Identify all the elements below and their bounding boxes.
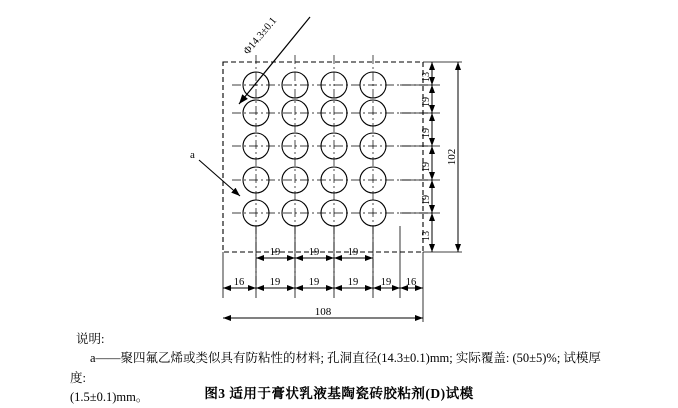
dim-inner-1: 19	[269, 247, 281, 258]
dim-bottom-5: 19	[380, 277, 392, 288]
dim-bottom-3: 19	[308, 277, 320, 288]
dim-right-4: 19	[421, 162, 432, 172]
material-label: a	[190, 149, 195, 161]
material-leader	[199, 160, 240, 196]
dim-bottom-4: 19	[347, 277, 359, 288]
hole-leader	[239, 17, 310, 104]
hole-diameter-label: Φ14.3±0.1	[241, 15, 280, 57]
dim-right-3: 19	[421, 128, 432, 138]
figure-caption: 图3 适用于膏状乳液基陶瓷砖胶粘剂(D)试模	[204, 386, 474, 401]
notes-title: 说明:	[76, 332, 105, 346]
notes-line-1: a——聚四氟乙烯或类似具有防粘性的材料; 孔洞直径(14.3±0.1)mm; 实际覆盖: (50±5)%; 试模厚度:	[70, 351, 601, 385]
dim-total-height: 102	[446, 148, 458, 166]
dim-bottom-1: 16	[233, 277, 245, 288]
dim-inner-2: 19	[308, 247, 320, 258]
plate-outline	[223, 62, 423, 252]
dim-right-2: 19	[421, 97, 432, 107]
dim-inner-3: 19	[347, 247, 359, 258]
dim-total-width: 108	[314, 306, 332, 318]
dim-bottom-6: 16	[405, 277, 417, 288]
dim-right-6: 13	[421, 231, 432, 241]
dim-right-1: 13	[421, 72, 432, 82]
notes-line-2: (1.5±0.1)mm。	[70, 390, 149, 405]
dim-right-5: 19	[421, 195, 432, 205]
dim-bottom-2: 19	[269, 277, 281, 288]
